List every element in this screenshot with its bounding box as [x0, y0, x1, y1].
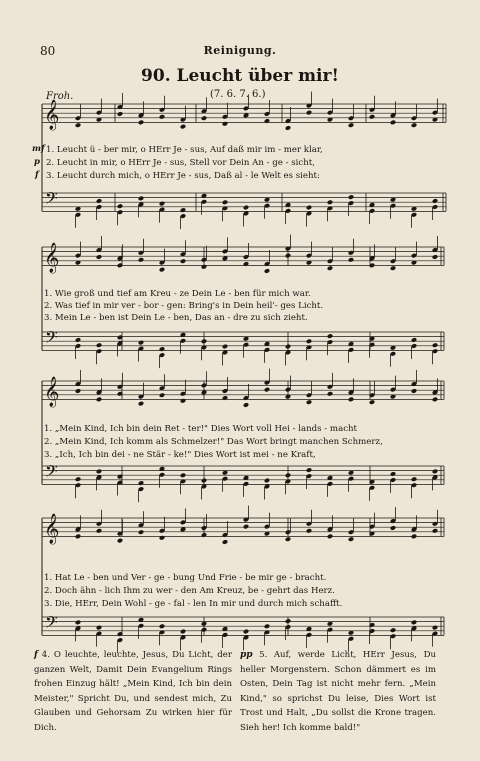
svg-text:𝄞: 𝄞	[44, 377, 60, 407]
svg-text:𝄢: 𝄢	[45, 461, 58, 485]
svg-text:𝄢: 𝄢	[45, 612, 58, 636]
svg-text:𝄢: 𝄢	[45, 327, 58, 351]
system1-dynamic-2: p	[34, 157, 40, 167]
stanza-4-dynamic: f	[34, 650, 38, 660]
tempo-marking: Froh.	[46, 91, 74, 102]
stanza-5-text: 5. Auf, werde Licht, HErr Jesus, Du heller Morgenstern. Schon dämmert es im Osten, Dein Tag ist nicht mehr fern. „Mein Kind," so sprichst Du leise, Dies Wort ist Trost und Halt, „Du sollst die Krone tragen. Sieh her! Ich komme bald!"	[240, 650, 436, 733]
system2-lyric-1: 1. Wie groß und tief am Kreu - ze Dein Le - ben für mich war.	[44, 289, 311, 299]
stanza-4	[34, 648, 232, 735]
stanza-5	[240, 648, 436, 735]
svg-text:𝄞: 𝄞	[44, 243, 60, 273]
running-head: Reinigung.	[203, 44, 277, 57]
hymn-title: 90. Leucht über mir!	[141, 66, 339, 86]
system4-lyric-3: 3. Die, HErr, Dein Wohl - ge - fal - len In mir und durch mich schafft.	[44, 599, 343, 609]
page-number: 80	[40, 44, 56, 58]
system1-lyric-3: 3. Leucht durch mich, o HErr Je - sus, Daß al - le Welt es sieht:	[46, 171, 320, 181]
svg-text:𝄞: 𝄞	[44, 514, 60, 544]
svg-text:𝄢: 𝄢	[45, 188, 58, 212]
system2-lyric-2: 2. Was tief in mir ver - bor - gen: Bring's in Dein heil'- ges Licht.	[44, 301, 324, 311]
system1-lyric-2: 2. Leucht in mir, o HErr Je - sus, Stell vor Dein An - ge - sicht,	[46, 158, 315, 168]
system1-dynamic-1: mf	[32, 144, 45, 154]
stanza-4-text: 4. O leuchte, leuchte, Jesus, Du Licht, der ganzen Welt, Damit Dein Evangelium Rings frohen Einzug hält! „Mein Kind, Ich bin dein Meister," Spricht Du, und sendest mich, Zu Glauben und Gehorsam Zu wirken hier für Dich.	[34, 650, 232, 733]
system3-lyric-1: 1. „Mein Kind, Ich bin dein Ret - ter!" Dies Wort voll Hei - lands - macht	[44, 424, 358, 434]
system4-lyric-2: 2. Doch ähn - lich Ihm zu wer - den Am Kreuz, be - gehrt das Herz.	[44, 586, 335, 596]
stanza-5-dynamic: pp	[240, 650, 253, 660]
system4-lyric-1: 1. Hat Le - ben und Ver - ge - bung Und Frie - be mir ge - bracht.	[44, 573, 327, 583]
system2-lyric-3: 3. Mein Le - ben ist Dein Le - ben, Das an - dre zu sich zieht.	[44, 313, 308, 323]
svg-text:𝄞: 𝄞	[44, 100, 60, 130]
system1-lyric-1: 1. Leucht ü - ber mir, o HErr Je - sus, Auf daß mir im - mer klar,	[46, 145, 323, 155]
staff-lines	[42, 104, 446, 635]
system1-dynamic-3: f	[35, 170, 39, 180]
system3-lyric-2: 2. „Mein Kind, Ich komm als Schmelzer!" Das Wort bringt manchen Schmerz,	[44, 437, 383, 447]
system3-lyric-3: 3. „Ich, Ich bin dei - ne Stär - ke!" Dies Wort ist mei - ne Kraft,	[44, 450, 316, 460]
meter: (7. 6. 7. 6.)	[210, 89, 266, 100]
